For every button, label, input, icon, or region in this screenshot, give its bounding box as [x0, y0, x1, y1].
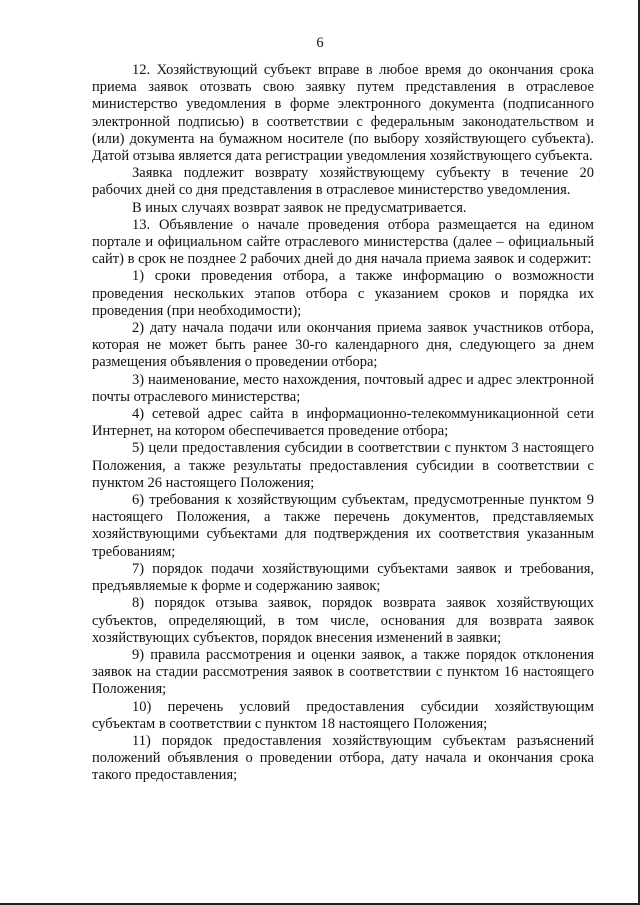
list-item-4: 4) сетевой адрес сайта в информационно-телекоммуникационной сети Интернет, на котором обеспечивается проведение отбора; — [92, 406, 594, 440]
list-item-9: 9) правила рассмотрения и оценки заявок, а также порядок отклонения заявок на стадии рассмотрения заявок в соответствии с пунктом 16 настоящего Положения; — [92, 646, 594, 698]
list-item-2: 2) дату начала подачи или окончания приема заявок участников отбора, которая не может быть ранее 30-го календарного дня, следующего за днем размещения объявления о проведении отбора; — [92, 320, 594, 371]
list-item-1: 1) сроки проведения отбора, а также информацию о возможности проведения нескольких этапов отбора с указанием сроков и порядка их проведения (при необходимости); — [92, 268, 594, 319]
list-item-5: 5) цели предоставления субсидии в соответствии с пунктом 3 настоящего Положения, а также результаты предоставления субсидии в соответствии с пунктом 26 настоящего Положения; — [92, 440, 594, 491]
paragraph-return-term: Заявка подлежит возврату хозяйствующему субъекту в течение 20 рабочих дней со дня представления в отраслевое министерство уведомления. — [92, 165, 594, 199]
paragraph-no-return: В иных случаях возврат заявок не предусматривается. — [132, 199, 467, 216]
list-item-7: 7) порядок подачи хозяйствующими субъектами заявок и требования, предъявляемые к форме и содержанию заявок; — [92, 560, 594, 595]
list-item-3: 3) наименование, место нахождения, почтовый адрес и адрес электронной почты отраслевого министерства; — [92, 371, 594, 405]
list-item-6: 6) требования к хозяйствующим субъектам, предусмотренные пунктом 9 настоящего Положения, а также перечень документов, представляемых хозяйствующими субъектами для подтверждения их соответствия указанным требованиям; — [92, 492, 594, 560]
paragraph-13-announcement: 13. Объявление о начале проведения отбора размещается на едином портале и официальном сайте отраслевого министерства (далее – официальный сайт) в срок не позднее 2 рабочих дней до дня начала приема заявок и содержит: — [92, 216, 594, 268]
list-item-10: 10) перечень условий предоставления субсидии хозяйствующим субъектам в соответствии с пунктом 18 настоящего Положения; — [92, 698, 594, 732]
list-item-8: 8) порядок отзыва заявок, порядок возврата заявок хозяйствующих субъектов, определяющий, в том числе, основания для возврата заявок хозяйствующих субъектов, порядок внесения изменений в заявки; — [92, 595, 594, 646]
page-number: 6 — [316, 35, 324, 51]
paragraph-12-withdrawal: 12. Хозяйствующий субъект вправе в любое время до окончания срока приема заявок отозвать свою заявку путем представления в отраслевое министерство уведомления в форме электронного документа (подписанного электронной подписью) в соответствии с федеральным законодательством и (или) документа на бумажном носителе (по выбору хозяйствующего субъекта). Датой отзыва является дата регистрации уведомления хозяйствующего субъекта. — [92, 62, 594, 165]
list-item-11: 11) порядок предоставления хозяйствующим субъектам разъяснений положений объявления о проведении отбора, дату начала и окончания срока такого предоставления; — [92, 732, 594, 784]
document-body — [92, 62, 594, 785]
